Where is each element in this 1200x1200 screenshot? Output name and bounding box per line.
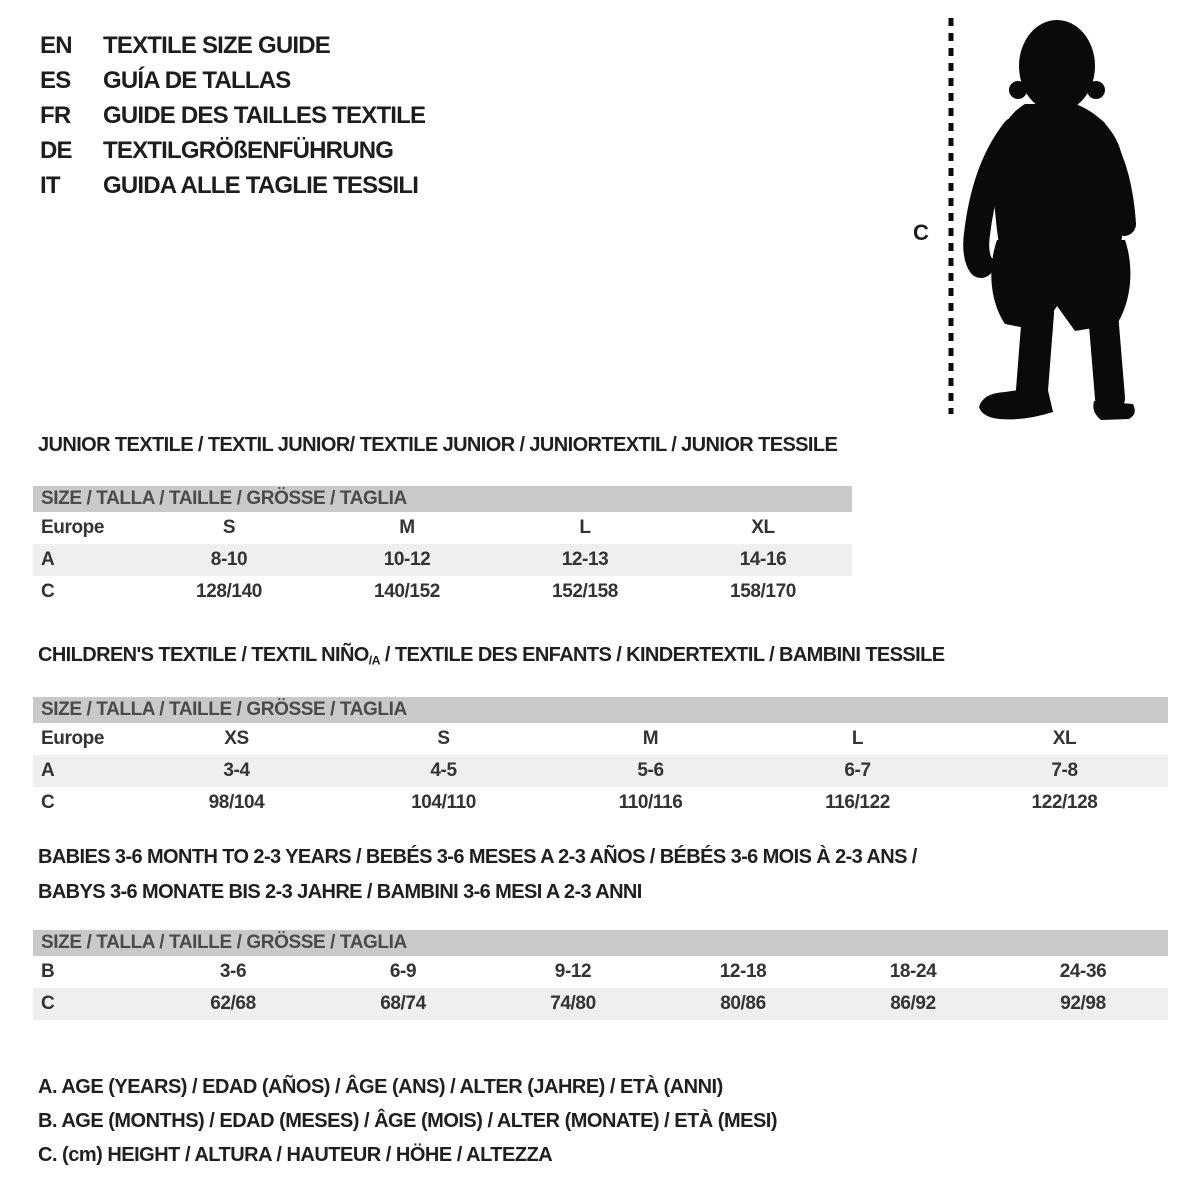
value-cell: 86/92 xyxy=(890,993,936,1014)
list-item xyxy=(40,133,425,168)
babies-section-heading xyxy=(38,840,917,910)
value-cell: 158/170 xyxy=(730,581,796,602)
guide-title: TEXTILE SIZE GUIDE xyxy=(103,31,330,59)
table-row xyxy=(33,512,852,544)
value-cell: 104/110 xyxy=(411,792,476,813)
junior-section-heading: JUNIOR TEXTILE / TEXTIL JUNIOR/ TEXTILE JUNIOR / JUNIORTEXTIL / JUNIOR TESSILE xyxy=(38,434,838,456)
size-cell: M xyxy=(399,517,415,538)
value-cell: 6-7 xyxy=(844,760,871,781)
value-cell: 14-16 xyxy=(739,549,787,570)
value-cell: 3-4 xyxy=(223,760,250,781)
size-cell: XL xyxy=(1052,728,1077,749)
value-cell: 18-24 xyxy=(889,961,937,982)
size-header-bar: SIZE / TALLA / TAILLE / GRÖSSE / TAGLIA xyxy=(33,697,1168,723)
value-cell: 80/86 xyxy=(720,993,766,1014)
legend-line-c: C. (cm) HEIGHT / ALTURA / HAUTEUR / HÖHE / ALTEZZA xyxy=(38,1143,553,1166)
language-code: IT xyxy=(40,171,60,199)
table-row xyxy=(33,544,852,576)
heading-text: / TEXTILE DES ENFANTS / KINDERTEXTIL / BAMBINI TESSILE xyxy=(379,644,945,666)
value-cell: 152/158 xyxy=(552,581,618,602)
value-cell: 68/74 xyxy=(380,993,426,1014)
table-row xyxy=(33,723,1168,755)
size-cell: S xyxy=(222,517,236,538)
value-cell: 9-12 xyxy=(554,961,592,982)
list-item xyxy=(40,63,425,98)
size-cell: L xyxy=(851,728,864,749)
language-code: ES xyxy=(40,66,71,94)
row-label: B xyxy=(41,961,55,982)
table-row xyxy=(33,787,1168,819)
heading-subscript: /A xyxy=(368,653,380,668)
value-cell: 110/116 xyxy=(618,792,683,813)
junior-size-table xyxy=(33,486,852,608)
row-label: Europe xyxy=(41,728,105,749)
value-cell: 74/80 xyxy=(550,993,596,1014)
size-cell: S xyxy=(437,728,450,749)
size-cell: XL xyxy=(751,517,775,538)
children-size-table xyxy=(33,697,1168,819)
height-figure xyxy=(905,8,1155,422)
heading-text: CHILDREN'S TEXTILE / TEXTIL NIÑO xyxy=(38,644,369,666)
table-row xyxy=(33,755,1168,787)
row-label: Europe xyxy=(41,517,105,538)
value-cell: 116/122 xyxy=(825,792,890,813)
value-cell: 62/68 xyxy=(210,993,256,1014)
language-title-list xyxy=(40,28,425,203)
baby-silhouette-icon xyxy=(905,8,1155,422)
guide-title: GUIDE DES TAILLES TEXTILE xyxy=(103,101,426,129)
table-row xyxy=(33,988,1168,1020)
list-item xyxy=(40,28,425,63)
size-cell: L xyxy=(579,517,591,538)
guide-title: TEXTILGRÖßENFÜHRUNG xyxy=(103,136,394,164)
babies-size-table xyxy=(33,930,1168,1020)
value-cell: 98/104 xyxy=(208,792,265,813)
value-cell: 4-5 xyxy=(430,760,457,781)
value-cell: 92/98 xyxy=(1060,993,1106,1014)
value-cell: 3-6 xyxy=(219,961,247,982)
value-cell: 5-6 xyxy=(637,760,664,781)
table-row xyxy=(33,956,1168,988)
value-cell: 12-18 xyxy=(719,961,767,982)
row-label: A xyxy=(41,549,55,570)
value-cell: 122/128 xyxy=(1031,792,1098,813)
value-cell: 10-12 xyxy=(383,549,431,570)
value-cell: 12-13 xyxy=(561,549,609,570)
height-measure-label: C xyxy=(913,220,929,245)
size-cell: XS xyxy=(224,728,249,749)
language-code: EN xyxy=(40,31,72,59)
guide-title: GUIDA ALLE TAGLIE TESSILI xyxy=(103,171,419,199)
children-section-heading xyxy=(38,644,944,667)
guide-title: GUÍA DE TALLAS xyxy=(103,66,291,94)
value-cell: 8-10 xyxy=(210,549,248,570)
size-header-bar: SIZE / TALLA / TAILLE / GRÖSSE / TAGLIA xyxy=(33,486,852,512)
value-cell: 7-8 xyxy=(1051,760,1078,781)
size-header-bar: SIZE / TALLA / TAILLE / GRÖSSE / TAGLIA xyxy=(33,930,1168,956)
row-label: C xyxy=(41,792,55,813)
heading-line: BABYS 3-6 MONATE BIS 2-3 JAHRE / BAMBINI 3-6 MESI A 2-3 ANNI xyxy=(38,881,642,903)
value-cell: 140/152 xyxy=(374,581,440,602)
language-code: DE xyxy=(40,136,72,164)
row-label: C xyxy=(41,581,55,602)
legend-line-a: A. AGE (YEARS) / EDAD (AÑOS) / ÂGE (ANS) / ALTER (JAHRE) / ETÀ (ANNI) xyxy=(38,1075,723,1098)
list-item xyxy=(40,98,425,133)
measurement-legend xyxy=(38,1070,777,1172)
value-cell: 24-36 xyxy=(1059,961,1107,982)
row-label: A xyxy=(41,760,55,781)
list-item xyxy=(40,168,425,203)
size-cell: M xyxy=(642,728,659,749)
value-cell: 128/140 xyxy=(196,581,262,602)
value-cell: 6-9 xyxy=(389,961,417,982)
table-row xyxy=(33,576,852,608)
language-code: FR xyxy=(40,101,71,129)
legend-line-b: B. AGE (MONTHS) / EDAD (MESES) / ÂGE (MOIS) / ALTER (MONATE) / ETÀ (MESI) xyxy=(38,1109,778,1132)
heading-line: BABIES 3-6 MONTH TO 2-3 YEARS / BEBÉS 3-6 MESES A 2-3 AÑOS / BÉBÉS 3-6 MOIS À 2-3 ANS / xyxy=(38,846,917,868)
row-label: C xyxy=(41,993,55,1014)
